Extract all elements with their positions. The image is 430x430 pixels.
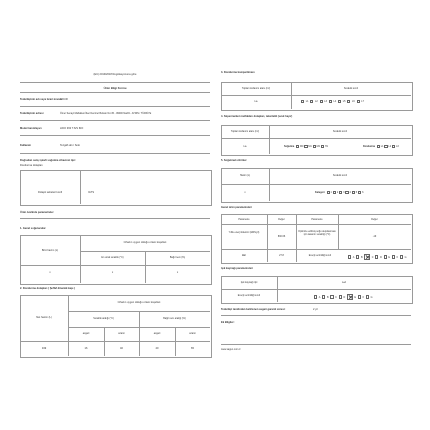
model-value: LIDO 363 T.S/S INO [60,127,84,130]
s4-freezing-option-label: L2 [388,145,392,149]
param-header-2: Parametre [311,217,323,221]
s5-category-option-label: 1 [330,191,332,195]
hum-max-header: azami [189,332,196,335]
s5-category-option-label: 3 [343,191,345,195]
s5-category-checkbox-3[interactable] [345,191,351,195]
light-class-option-label: F [362,295,365,299]
general-params-title: Genel ürün parametreleri [221,205,252,209]
energy-class-checkbox-1[interactable] [356,255,359,258]
s3-class-checkbox-1[interactable] [310,100,313,103]
ambient-conditions-header: Cihazın uygun olduğu ortam koşulları [123,241,167,244]
s5-category-checkbox-5[interactable] [355,191,364,195]
energy-class-option-label: F [396,255,399,259]
form-title: Ürün Bilgi Formu [103,85,127,90]
energy-class-checkbox-2[interactable] [364,254,370,260]
s4-cooling-option-label: M1 [308,145,312,149]
s4-cooling-option-label: M0 [300,145,304,149]
light-class-checkbox-5[interactable] [358,295,361,298]
value-header-1: Değer [278,217,285,221]
temperature-subheader: En uzak sıcaklık (°C) [101,256,124,259]
light-class-option-label: A [318,295,321,299]
s5-category-checkbox-4[interactable] [352,191,358,195]
eei-label: EEI [242,253,246,257]
energy-class-option-label: D [380,255,382,259]
s5-class-header: Sıcaklık sınıfı [332,174,348,177]
s4-freezing-option-label: L1 [380,145,384,149]
s3-class-checkbox-6[interactable] [357,100,360,103]
light-class-checkbox-6[interactable] [366,295,369,298]
energy-class-checkbox-6[interactable] [400,255,403,258]
s5-category-options [315,191,363,194]
value-header-2: Değer [371,217,378,221]
s5-category-checkbox-0[interactable] [327,191,330,194]
s4-freezing-checkbox-1[interactable] [384,145,387,148]
additional-info-title: Ek Bilgiler: [221,321,235,324]
section-3-title: 3. Dondurma kompartimanı [221,71,255,74]
energy-class-options [347,254,407,260]
light-class-checkbox-0[interactable] [314,295,317,298]
temp-max-value: 40 [120,346,123,350]
energy-class-checkbox-0[interactable] [348,255,351,258]
energy-class-option-label: G [404,255,407,259]
usage-value: Tezgâh altı / Solo [60,144,80,147]
s5-category-label: Kategori [315,191,325,195]
gross-volume-header: Brüt hacim (L) [41,249,59,252]
s3-class-option-label: L4 [333,100,337,104]
s3-class-checkbox-3[interactable] [329,100,332,103]
gross-volume-value: x [49,270,51,274]
address-label: Tedarikçinin adresi [20,112,44,115]
humidity-value: x [176,270,179,274]
s4-freezing-checkbox-2[interactable] [392,145,395,148]
light-class-checkbox-2[interactable] [330,295,333,298]
s4-freezing-option-label: L3 [396,145,399,149]
warranty-label: Tedarikçi tarafından belirlenen asgari garanti süresi: [221,307,286,311]
s3-class-option-label: L3 [324,100,327,104]
light-type-label: Işık kaynağı tipi [240,280,258,284]
s4-freezing-checkbox-0[interactable] [377,145,380,148]
s3-class-option-label: L7 [361,100,364,104]
s4-cooling-options [284,145,328,148]
category-title: Doğrudan satış işlevli soğutma cihazının tipi: [20,159,76,162]
s3-class-checkbox-5[interactable] [347,100,350,103]
s4-class-header: Sıcaklık sınıfı [332,129,348,133]
other-label: Dolaplı sebeleri konfi [37,191,63,194]
s5-category-option-label: 4 [349,191,351,195]
light-class-option-label: D [343,295,346,299]
light-type-value: Led [342,280,346,284]
eei-value: 27.8 [279,253,284,257]
s3-area-header: Toplam kullanım alanı (m²) [241,86,271,90]
usage-label: Kullanım [20,144,31,147]
light-class-options [313,294,373,300]
s4-area-value: n.a. [243,144,247,148]
s4-cooling-checkbox-3[interactable] [321,145,324,148]
ambient-conditions-header-2: Cihazın uygun olduğu ortam koşulları [117,301,161,304]
temp-min-value: 16 [84,346,88,350]
s4-cooling-option-label: M2 [316,145,320,149]
s5-category-checkbox-1[interactable] [333,191,339,195]
s5-category-option-label: 6 [362,191,364,195]
annual-energy-label: Yıllık enerji tüketimi (kWh/yıl) [228,231,260,234]
s3-class-checkbox-0[interactable] [301,100,304,103]
param-header-1: Parametre [238,217,250,221]
section-2-title: 2. Dondurma dolapları ( Şeffaf dinamik kapı ) [20,287,75,290]
light-class-checkbox-4[interactable] [347,294,353,300]
s5-volume-header: Hacim (L) [239,174,251,177]
light-class-option-label: G [370,295,373,299]
s4-cooling-checkbox-2[interactable] [313,145,316,148]
s3-class-checkbox-4[interactable] [338,100,341,103]
net-volume-header: Net hacim (L) [36,316,52,319]
s4-cooling-checkbox-0[interactable] [296,145,299,148]
light-class-option-label: C [335,295,337,299]
s3-class-option-label: L1 [305,100,309,104]
light-source-title: Işık kaynağı parametreleri [221,266,253,270]
energy-class-checkbox-4[interactable] [384,255,387,258]
humidity-subheader: Bağıl nem (%) [169,256,186,259]
light-class-label: Enerji verimliliği sınıfı [237,293,261,297]
address-value: Ömer Senayi Mahallesi İlker Demirel Bulvarı No:45 - 09000 Nazilli - AYDIN / TÜRKİYE [60,112,152,116]
s3-class-option-label: L6 [352,100,355,104]
s4-freezing-label: Dondurma [363,145,375,149]
s3-class-header: Sıcaklık sınıfı [343,86,359,90]
s3-class-option-label: L2 [315,100,318,104]
s5-category-option-label: 2 [336,191,339,195]
s4-area-header: Toplam kullanım alanı (m²) [230,129,260,133]
regulation-reference: (EU) 2019/2018 Regülasyonuna göre [93,73,137,76]
model-label: Model tanımlayıcı [20,127,42,130]
category-subtitle: Dondurma dolapları [20,163,43,167]
light-class-option-label: B [326,295,329,299]
warranty-value: 2 yıl [313,307,318,311]
design-temperature-value: -19 [372,235,377,238]
s4-cooling-label: Soğutma [284,145,295,149]
hum-min-header: asgari [153,332,161,335]
energy-class-label: Enerji verimliliği sınıfı [308,253,332,257]
temperature-value: x [111,270,114,274]
s3-class-options [300,100,364,103]
s5-category-checkbox-2[interactable] [336,191,345,195]
website-text: www.sagun.com.tr [221,348,241,351]
s4-cooling-option-label: H1 [324,145,329,149]
light-class-checkbox-1[interactable] [322,295,325,298]
section-1-title: 1. Genel soğutucular [20,226,46,230]
section-5-title: 5. Soğutmalı vitrinler [221,158,247,162]
general-title: Ürün özelinde parametreler [20,211,54,214]
supplier-label: Tedarikçinin adı veya ticari ünvanı [20,98,63,101]
energy-class-option-label: B [360,255,363,259]
design-temperature-label: Optimize edilmiş soğu depolanması için tasarım sıcaklığı (°C) [298,230,336,236]
energy-class-checkbox-5[interactable] [392,255,395,258]
hum-max-value: 65 [191,346,194,350]
s4-cooling-checkbox-1[interactable] [304,145,307,148]
net-volume-value: 349 [41,346,47,350]
light-class-option-label: E [354,295,356,299]
light-class-checkbox-3[interactable] [339,295,342,298]
section-4-title: 4. Süpermarket mutfakları dolapları, tekerlekli (sevk hayır) [221,115,293,118]
s5-volume-value: x [244,190,246,194]
s3-class-checkbox-2[interactable] [320,100,323,103]
temperature-range-header: Sıcaklık aralığı (°C) [93,316,114,320]
supplier-value: LIDUR [60,98,68,101]
annual-energy-value: 830.66 [277,235,286,238]
energy-class-option-label: A [352,255,355,259]
other-value: IGTS [88,191,95,194]
s3-class-option-label: L5 [342,100,346,104]
hum-min-value: 40 [155,346,159,350]
energy-class-option-label: E [388,255,390,259]
s4-freezing-options [363,145,399,148]
s5-category-option-label: 5 [355,191,358,195]
temp-min-header: asgari [82,332,90,335]
energy-class-option-label: C [371,255,374,259]
temp-max-header: azami [118,332,125,335]
energy-class-checkbox-3[interactable] [375,255,378,258]
s3-area-value: n.a. [254,99,258,103]
humidity-range-header: Bağıl nem aralığı (%) [163,316,186,320]
